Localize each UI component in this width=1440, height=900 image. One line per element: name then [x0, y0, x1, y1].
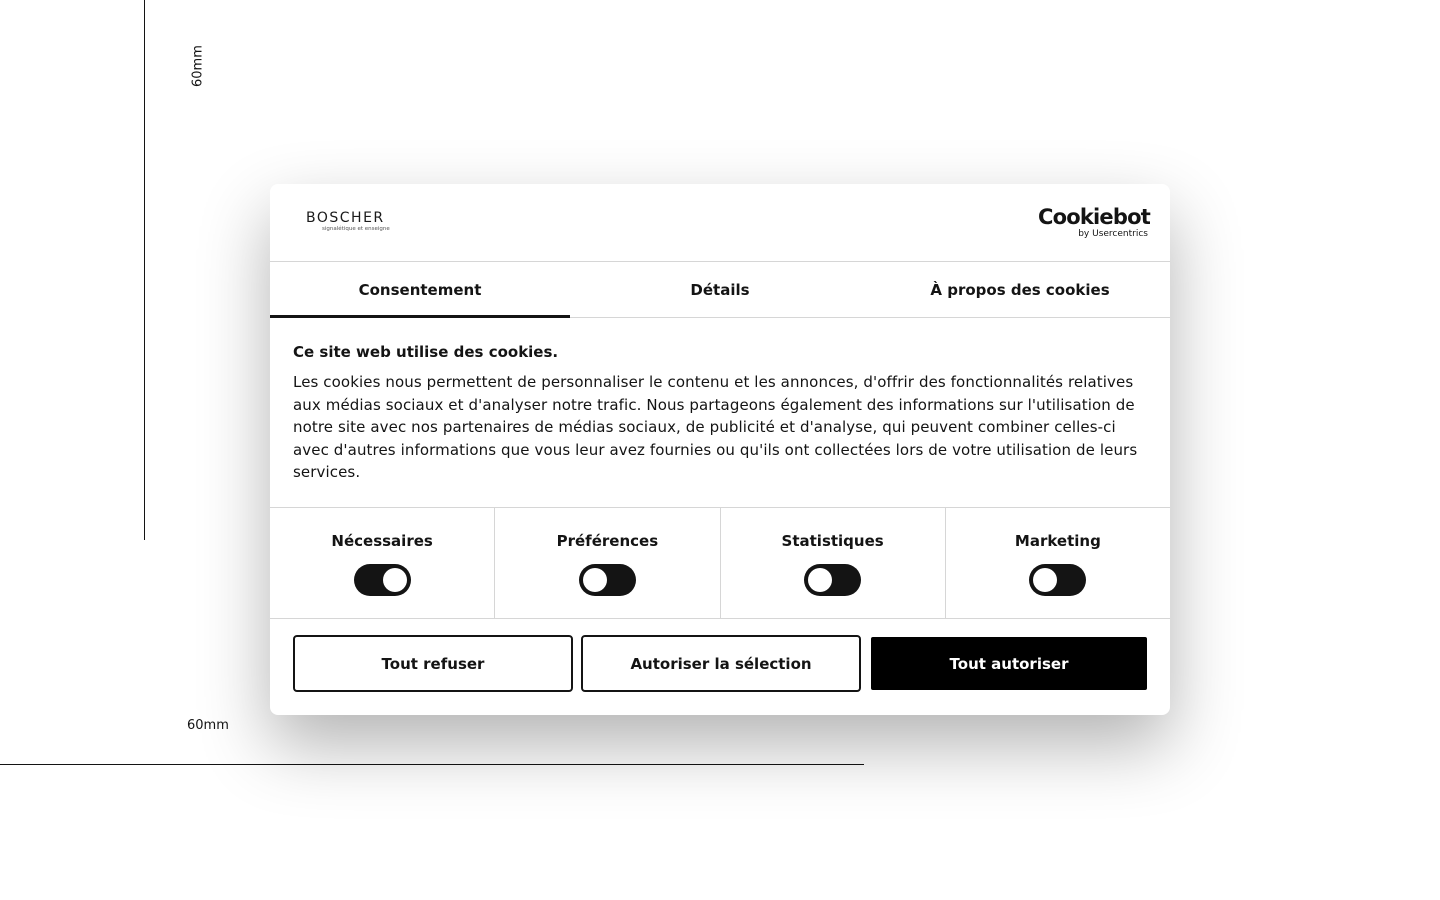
toggle-cell-statistics [720, 508, 945, 618]
brand-logo-tagline: signalétique et enseigne [322, 226, 390, 232]
tab-about-cookies[interactable]: À propos des cookies [930, 280, 1110, 299]
cookie-consent-dialog [270, 184, 1170, 715]
reject-all-button[interactable]: Tout refuser [293, 635, 573, 692]
toggle-label-statistics: Statistiques [781, 532, 884, 550]
toggle-cell-necessary [270, 508, 494, 618]
toggle-label-marketing: Marketing [1014, 532, 1101, 550]
allow-all-button[interactable]: Tout autoriser [871, 637, 1147, 690]
dialog-body [270, 318, 1170, 483]
dialog-description: Les cookies nous permettent de personnaliser le contenu et les annonces, d'offrir des fonctionnalités relatives aux médias sociaux et d'analyser notre trafic. Nous partageons également des informations sur l'utilisation de notre site avec nos partenaires de médias sociaux, de publicité et d'analyse, qui peuvent combiner celles-ci avec d'autres informations que vous leur avez fournies ou qu'ils ont collectées lors de votre utilisation de leurs services. [293, 373, 1138, 481]
toggle-marketing[interactable] [1029, 564, 1086, 596]
dimension-label-vertical: 60mm [190, 45, 206, 87]
consent-toggles [270, 507, 1170, 619]
dialog-title: Ce site web utilise des cookies. [293, 343, 559, 361]
cookiebot-logo[interactable] [1038, 206, 1148, 240]
dimension-line-horizontal [0, 764, 864, 765]
tab-details[interactable]: Détails [690, 280, 750, 299]
toggle-necessary[interactable] [354, 564, 411, 596]
toggle-preferences[interactable] [579, 564, 636, 596]
cookiebot-logo-name: Cookiebot [1038, 205, 1150, 229]
toggle-knob [1033, 568, 1057, 592]
allow-selection-button[interactable]: Autoriser la sélection [581, 635, 861, 692]
boscher-logo [306, 210, 396, 236]
brand-logo-name: BOSCHER [306, 210, 385, 226]
dialog-header [270, 184, 1170, 262]
tab-consentement[interactable]: Consentement [270, 262, 570, 317]
toggle-label-preferences: Préférences [556, 532, 659, 550]
dimension-label-horizontal: 60mm [187, 718, 229, 733]
toggle-knob [583, 568, 607, 592]
toggle-cell-preferences [494, 508, 719, 618]
toggle-cell-marketing [945, 508, 1170, 618]
cookiebot-logo-tagline: by Usercentrics [1078, 229, 1148, 239]
toggle-statistics[interactable] [804, 564, 861, 596]
dialog-tabs [270, 262, 1170, 318]
toggle-knob [808, 568, 832, 592]
toggle-label-necessary: Nécessaires [331, 532, 433, 550]
dialog-buttons [270, 619, 1170, 692]
dimension-line-vertical [144, 0, 145, 540]
toggle-knob [383, 568, 407, 592]
